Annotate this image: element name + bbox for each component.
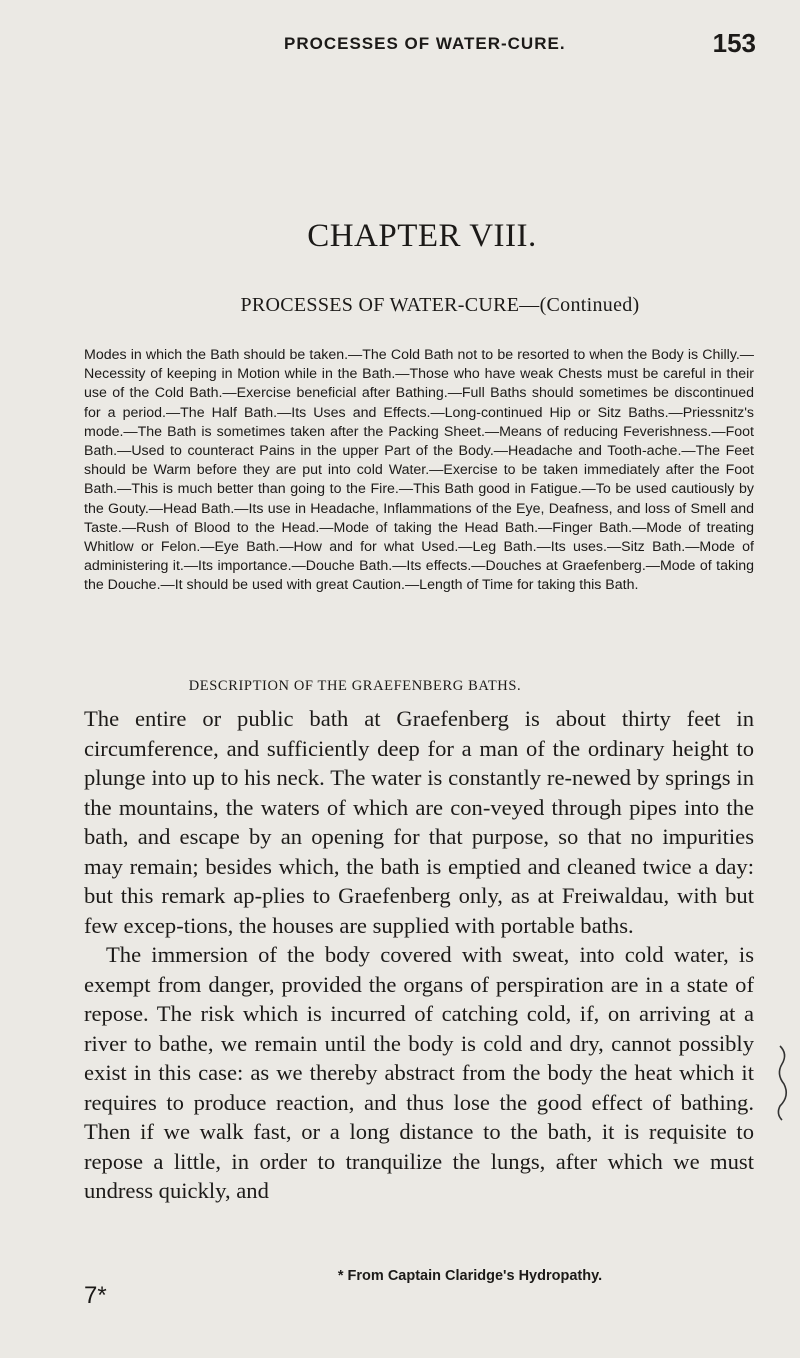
chapter-subtitle: PROCESSES OF WATER-CURE—(Continued) bbox=[240, 294, 640, 316]
footnote: * From Captain Claridge's Hydropathy. bbox=[337, 1268, 603, 1284]
running-title: PROCESSES OF WATER-CURE. bbox=[284, 34, 566, 53]
paragraph: The entire or public bath at Graefenberg is about thirty feet in circumference, and sufficiently deep for a man of the ordinary height to plunge into up to his neck. The water is constantly re-newed by springs in the mountains, the waters of which are con-veyed through pipes into the bath, and escape by an opening for that purpose, so that no impurities may remain; besides which, the bath is emptied and cleaned twice a day: but this remark ap-plies to Graefenberg only, as at Freiwaldau, with but few excep-tions, the houses are supplied with portable baths. bbox=[84, 706, 754, 938]
body-text bbox=[84, 704, 754, 1206]
paragraph: The immersion of the body covered with sweat, into cold water, is exempt from danger, provided the organs of perspiration are in a state of repose. The risk which is incurred of catching cold, if, on arriving at a river to bathe, we remain until the body is cold and dry, cannot possibly exist in this case: as we thereby abstract from the body the heat which it requires to produce reaction, and thus lose the good effect of bathing. Then if we walk fast, or a long distance to the bath, it is requisite to repose a little, in order to tranquilize the lungs, after which we must undress quickly, and bbox=[84, 942, 754, 1203]
section-heading: DESCRIPTION OF THE GRAEFENBERG BATHS. bbox=[188, 678, 522, 694]
signature-mark: 7* bbox=[84, 1282, 107, 1309]
running-head bbox=[84, 28, 760, 64]
chapter-title: CHAPTER VIII. bbox=[307, 218, 537, 254]
page-number: 153 bbox=[712, 28, 756, 58]
chapter-summary: Modes in which the Bath should be taken.—The Cold Bath not to be resorted to when the Body is Chilly.—Necessity of keeping in Motion while in the Bath.—Those who have weak Chests must be careful in their use of the Cold Bath.—Exercise beneficial after Bathing.—Full Baths should sometimes be discontinued for a period.—The Half Bath.—Its Uses and Effects.—Long-continued Hip or Sitz Baths.—Priessnitz's mode.—The Bath is sometimes taken after the Packing Sheet.—Means of reducing Feverishness.—Foot Bath.—Used to counteract Pains in the upper Part of the Body.—Headache and Tooth-ache.—The Feet should be Warm before they are put into cold Water.—Exercise to be taken immediately after the Foot Bath.—This is much better than going to the Fire.—This Bath good in Fatigue.—To be used cautiously by the Gouty.—Head Bath.—Its use in Headache, Inflammations of the Eye, Deafness, and loss of Smell and Taste.—Rush of Blood to the Head.—Mode of taking the Head Bath.—Finger Bath.—Mode of treating Whitlow or Felon.—Eye Bath.—How and for what Used.—Leg Bath.—Its uses.—Sitz Bath.—Mode of administering it.—Its importance.—Douche Bath.—Its effects.—Douches at Graefenberg.—Mode of taking the Douche.—It should be used with great Caution.—Length of Time for taking this Bath. bbox=[84, 347, 754, 594]
margin-bracket-mark bbox=[774, 1044, 792, 1122]
